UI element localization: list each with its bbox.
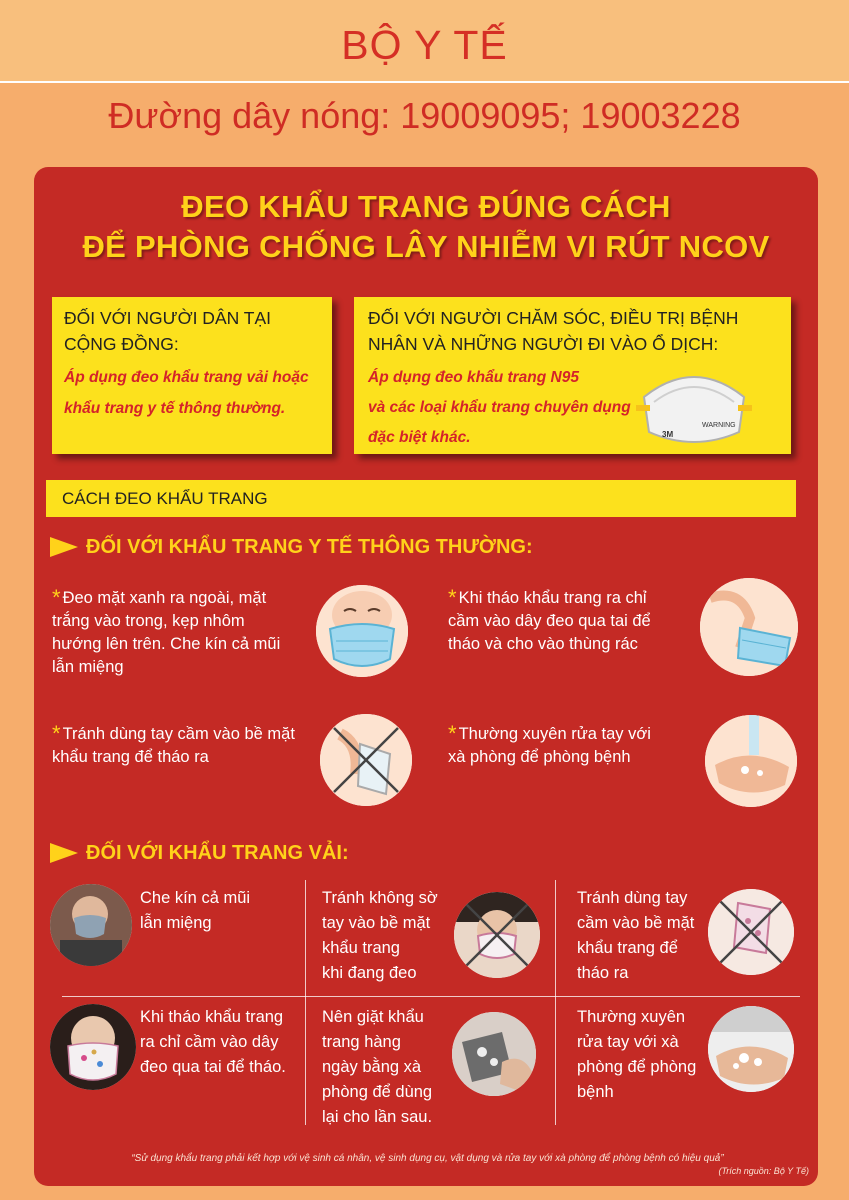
how-to-bar: CÁCH ĐEO KHẨU TRANG [46,480,796,517]
mask-warning-text: WARNING [702,422,736,429]
caregiver-body-2: và các loại khẩu trang chuyên dụng [368,399,631,416]
no-touch-cloth-image [454,892,540,978]
main-title-line2: ĐỂ PHÒNG CHỐNG LÂY NHIỄM VI RÚT NCOV [82,229,770,264]
main-title-line1: ĐEO KHẨU TRANG ĐÚNG CÁCH [181,189,671,224]
cloth-cover-image [50,884,132,966]
star-icon: * [448,585,457,610]
cloth-tip-6: Thường xuyên rửa tay với xà phòng để phòng bệnh [577,1008,697,1101]
hand-washing-image [705,715,797,807]
grid-divider [62,996,800,997]
cloth-tip-5: Nên giặt khẩu trang hàng ngày bằng xà phòng để dùng lại cho lần sau. [322,1008,433,1126]
arrow-icon [50,537,78,557]
medical-tip-1: * Đeo mặt xanh ra ngoài, mặt trắng vào trong, kẹp nhôm hướng lên trên. Che kín cả mũi lẫn miệng [52,585,281,676]
cloth-remove-image [50,1004,136,1090]
cloth-handwash-image [708,1006,794,1092]
star-icon: * [52,585,61,610]
caregiver-body-3: đặc biệt khác. [368,429,471,446]
star-icon: * [448,721,457,746]
no-touch-mask-image [320,714,412,806]
cloth-wash-image [452,1012,536,1096]
cloth-heading: ĐỐI VỚI KHẨU TRANG VẢI: [86,842,349,864]
medical-tip-3: * Tránh dùng tay cầm vào bề mặt khẩu trang để tháo ra [52,721,295,766]
medical-heading: ĐỐI VỚI KHẨU TRANG Y TẾ THÔNG THƯỜNG: [86,536,533,558]
cloth-tip-1: Che kín cả mũi lẫn miệng [140,889,251,932]
star-icon: * [52,721,61,746]
cloth-tip-2: Tránh không sờ tay vào bề mặt khẩu trang khi đang đeo [322,889,438,982]
no-touch-cloth-image-2 [708,889,794,975]
grid-divider [555,880,556,1125]
footer-quote: “Sử dụng khẩu trang phải kết hợp với vệ sinh cá nhân, vệ sinh dụng cụ, vật dụng và rửa tay với xà phòng để phòng bệnh có hiệu quả” [131,1153,724,1164]
cloth-tip-4: Khi tháo khẩu trang ra chỉ cầm vào dây đeo qua tai để tháo. [140,1008,286,1076]
medical-tip-4: * Thường xuyên rửa tay với xà phòng để phòng bệnh [448,721,651,766]
community-box [52,297,332,454]
mask-brand-text: 3M [662,430,674,439]
caregiver-body-1: Áp dụng đeo khẩu trang N95 [368,369,579,386]
n95-mask-image [634,357,754,452]
medical-tip-2: * Khi tháo khẩu trang ra chỉ cầm vào dây đeo qua tai để tháo và cho vào thùng rác [448,585,651,653]
ministry-title: BỘ Y TẾ [341,22,508,68]
footer-source: (Trích nguồn: Bộ Y Tế) [718,1166,809,1176]
caregiver-heading-2: NHÂN VÀ NHỮNG NGƯỜI ĐI VÀO Ổ DỊCH: [368,334,719,354]
community-heading-1: ĐỐI VỚI NGƯỜI DÂN TẠI [64,308,272,328]
arrow-icon [50,843,78,863]
caregiver-box [354,297,791,454]
hotline-text: Đường dây nóng: 19009095; 19003228 [108,95,741,136]
cloth-tip-3: Tránh dùng tay cầm vào bề mặt khẩu trang để tháo ra [577,889,695,982]
mask-wearing-image [316,585,408,677]
mask-removing-image [700,578,798,676]
caregiver-heading-1: ĐỐI VỚI NGƯỜI CHĂM SÓC, ĐIỀU TRỊ BỆNH [368,308,739,328]
grid-divider [305,880,306,1125]
community-heading-2: CỘNG ĐỒNG: [64,334,179,354]
community-body-2: khẩu trang y tế thông thường. [64,400,286,417]
community-body-1: Áp dụng đeo khẩu trang vải hoặc [64,369,309,386]
